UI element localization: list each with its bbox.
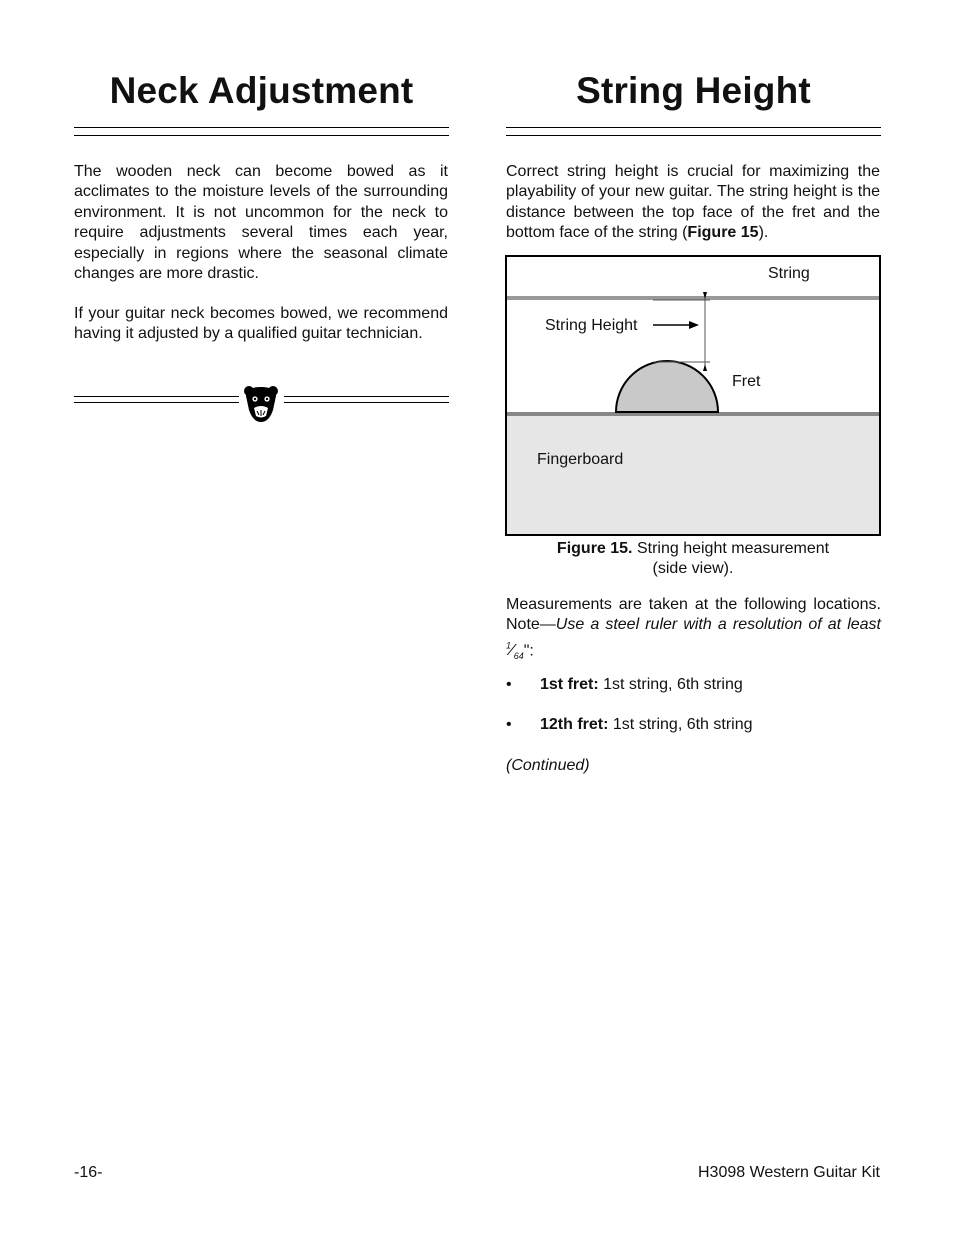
left-section-title: Neck Adjustment (109, 70, 414, 111)
bullet-content (540, 716, 753, 734)
measure-text: Measurements are taken at the following locations. Note— (506, 596, 881, 634)
neck-paragraph-1: The wooden neck can become bowed as it acclimates to the moisture levels of the surrounding environment. It is not uncommon for the neck to require adjustments several times each year, especially in regions where the seasonal climate changes are more drastic. (74, 163, 448, 283)
fraction-numerator: 1 (506, 640, 512, 651)
label-fingerboard: Fingerboard (537, 451, 624, 468)
figure-reference: Figure 15 (687, 224, 759, 242)
divider-rule-left (74, 396, 239, 403)
bullet-mark: • (506, 716, 512, 733)
caption-line-1 (506, 539, 880, 559)
bullet-mark: • (506, 676, 512, 693)
figure-string-height (505, 255, 881, 536)
label-string-height: String Height (545, 317, 638, 334)
bullet-content (540, 676, 743, 694)
continued-note: (Continued) (506, 757, 590, 774)
bullet-text: 1st string, 6th string (608, 716, 753, 733)
bullet-label: 12th fret: (540, 716, 609, 733)
bullet-label: 1st fret: (540, 676, 599, 693)
right-title-rule (506, 127, 881, 136)
divider-rule-right (284, 396, 449, 403)
fingerboard-shape (507, 415, 879, 534)
measure-text-end: ": (523, 642, 534, 660)
right-section-title: String Height (576, 70, 811, 111)
measure-note-text: Use a steel ruler with a resolution of at least (555, 616, 881, 634)
intro-text-end: ). (758, 224, 769, 242)
list-item (506, 676, 743, 694)
page-number: -16- (74, 1164, 103, 1181)
bear-logo-icon (240, 382, 282, 424)
label-fret: Fret (732, 373, 761, 390)
label-string: String (768, 265, 810, 282)
caption-label: Figure 15. (556, 540, 633, 557)
bullet-text: 1st string, 6th string (598, 676, 743, 693)
string-height-diagram (505, 255, 881, 536)
measurement-paragraph (506, 595, 881, 667)
string-height-intro (506, 162, 880, 244)
neck-paragraph-2: If your guitar neck becomes bowed, we recommend having it adjusted by a qualified guitar technician. (74, 305, 448, 343)
fraction-denominator: 64 (513, 651, 524, 662)
left-title-rule (74, 127, 449, 136)
figure-caption (506, 539, 880, 579)
caption-text: String height measurement (636, 540, 830, 557)
document-title: H3098 Western Guitar Kit (697, 1164, 880, 1181)
list-item (506, 716, 753, 734)
intro-text: Correct string height is crucial for maximizing the playability of your new guitar. The string height is the distance between the top face of the fret and the bottom face of the string ( (506, 163, 880, 242)
caption-line-2: (side view). (652, 560, 734, 577)
section-end-divider (74, 380, 449, 425)
measure-note: Use a steel ruler with a resolution of at least $^1⁄_{64}$ (506, 616, 881, 662)
